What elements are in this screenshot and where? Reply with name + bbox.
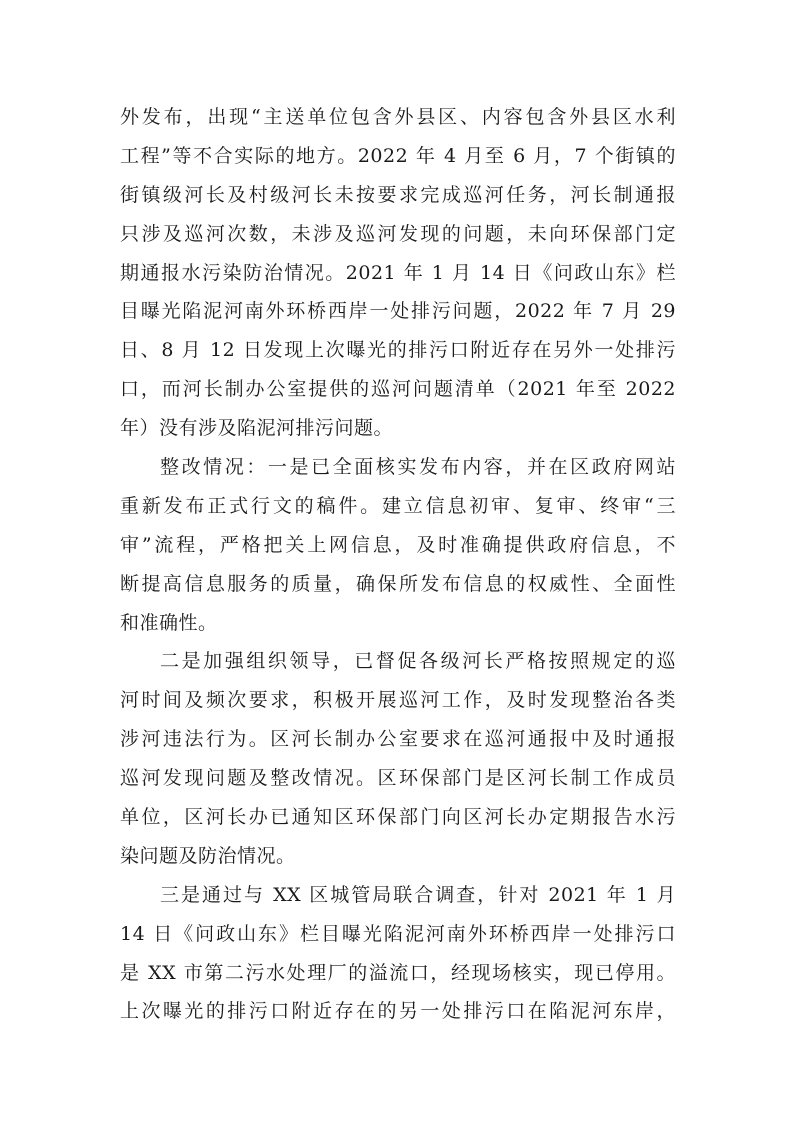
text-line: 工程”等不合实际的地方。2022 年 4 月至 6 月，7 个街镇的: [120, 144, 676, 167]
text-line: 街镇级河长及村级河长未按要求完成巡河任务，河长制通报: [120, 183, 676, 206]
text-line: 上次曝光的排污口附近存在的另一处排污口在陷泥河东岸，: [120, 1000, 676, 1023]
text-line: 14 日《问政山东》栏目曝光陷泥河南外环桥西岸一处排污口: [120, 922, 676, 945]
text-line: 单位，区河长办已通知区环保部门向区河长办定期报告水污: [120, 806, 676, 829]
text-line: 巡河发现问题及整改情况。区环保部门是区河长制工作成员: [120, 767, 676, 790]
text-line: 涉河违法行为。区河长制办公室要求在巡河通报中及时通报: [120, 728, 676, 751]
text-line: 是 XX 市第二污水处理厂的溢流口，经现场核实，现已停用。: [120, 961, 676, 984]
text-line: 期通报水污染防治情况。2021 年 1 月 14 日《问政山东》栏: [120, 261, 676, 284]
text-line: 目曝光陷泥河南外环桥西岸一处排污问题，2022 年 7 月 29: [120, 300, 676, 323]
body-text: [120, 98, 676, 1031]
text-line: 口，而河长制办公室提供的巡河问题清单（2021 年至 2022: [120, 378, 676, 401]
text-line: 整改情况：一是已全面核实发布内容，并在区政府网站: [160, 456, 676, 479]
text-line: 只涉及巡河次数，未涉及巡河发现的问题，未向环保部门定: [120, 222, 676, 245]
text-line: 日、8 月 12 日发现上次曝光的排污口附近存在另外一处排污: [120, 339, 676, 362]
text-line: 河时间及频次要求，积极开展巡河工作，及时发现整治各类: [120, 689, 676, 712]
text-line: 染问题及防治情况。: [120, 844, 296, 867]
text-line: 审”流程，严格把关上网信息，及时准确提供政府信息，不: [120, 533, 676, 556]
text-line: 外发布，出现“主送单位包含外县区、内容包含外县区水利: [120, 106, 676, 128]
text-line: 年）没有涉及陷泥河排污问题。: [120, 417, 394, 440]
text-line: 重新发布正式行文的稿件。建立信息初审、复审、终审“三: [120, 494, 676, 517]
text-line: 二是加强组织领导，已督促各级河长严格按照规定的巡: [160, 650, 676, 673]
text-line: 和准确性。: [120, 611, 218, 634]
text-line: 断提高信息服务的质量，确保所发布信息的权威性、全面性: [120, 572, 676, 595]
text-line: 三是通过与 XX 区城管局联合调查，针对 2021 年 1 月: [160, 883, 676, 906]
